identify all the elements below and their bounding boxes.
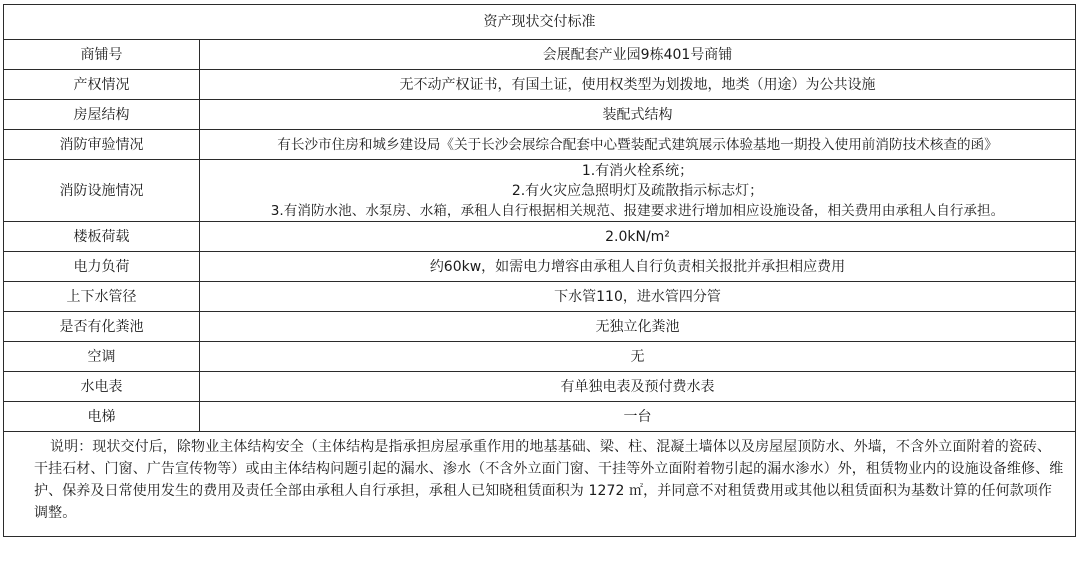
row-label-power-load: 电力负荷 (4, 252, 200, 282)
note-text: 说明：现状交付后，除物业主体结构安全（主体结构是指承担房屋承重作用的地基基础、梁、柱、混凝土墙体以及房屋屋顶防水、外墙，不含外立面附着的瓷砖、干挂石材、门窗、广告宣传物等）或由主体结构问题引起的漏水、渗水（不含外立面门窗、干挂等外立面附着物引起的漏水渗水）外，租赁物业内的设施设备维修、维护、保养及日常使用发生的费用及责任全部由承租人自行承担，承租人已知晓租赁面积为 1272 ㎡，并同意不对租赁费用或其他以租赁面积为基数计算的任何款项作调整。 (4, 432, 1076, 537)
fire-facility-line: 2.有火灾应急照明灯及疏散指示标志灯； (511, 182, 764, 199)
fire-facility-line: 3.有消防水池、水泵房、水箱，承租人自行根据相关规范、报建要求进行增加相应设施设备，相关费用由承租人自行承担。 (270, 202, 1005, 219)
fire-facility-line: 1.有消火栓系统； (581, 162, 694, 179)
row-value-pipe-diameter: 下水管110，进水管四分管 (200, 282, 1076, 312)
row-value-air-conditioning: 无 (200, 342, 1076, 372)
table-title: 资产现状交付标准 (4, 5, 1076, 40)
row-value-shop-number: 会展配套产业园9栋401号商铺 (200, 40, 1076, 70)
delivery-standard-table (3, 4, 1076, 537)
table-row (4, 342, 1076, 372)
row-value-property-rights: 无不动产权证书，有国土证，使用权类型为划拨地，地类（用途）为公共设施 (200, 70, 1076, 100)
row-label-structure: 房屋结构 (4, 100, 200, 130)
table-row (4, 222, 1076, 252)
row-value-floor-load: 2.0kN/m² (200, 222, 1076, 252)
table-row (4, 40, 1076, 70)
table-row (4, 402, 1076, 432)
row-label-elevator: 电梯 (4, 402, 200, 432)
row-value-fire-facilities (200, 160, 1076, 222)
row-label-floor-load: 楼板荷载 (4, 222, 200, 252)
table-row (4, 100, 1076, 130)
row-label-septic-tank: 是否有化粪池 (4, 312, 200, 342)
row-label-meters: 水电表 (4, 372, 200, 402)
table-row (4, 372, 1076, 402)
row-label-pipe-diameter: 上下水管径 (4, 282, 200, 312)
row-value-power-load: 约60kw，如需电力增容由承租人自行负责相关报批并承担相应费用 (200, 252, 1076, 282)
table-title-row (4, 5, 1076, 40)
row-value-meters: 有单独电表及预付费水表 (200, 372, 1076, 402)
table-row (4, 130, 1076, 160)
row-value-elevator: 一台 (200, 402, 1076, 432)
row-label-fire-inspection: 消防审验情况 (4, 130, 200, 160)
row-label-property-rights: 产权情况 (4, 70, 200, 100)
row-label-shop-number: 商铺号 (4, 40, 200, 70)
table-row (4, 70, 1076, 100)
row-value-septic-tank: 无独立化粪池 (200, 312, 1076, 342)
row-value-structure: 装配式结构 (200, 100, 1076, 130)
table-row (4, 252, 1076, 282)
table-row (4, 282, 1076, 312)
row-label-air-conditioning: 空调 (4, 342, 200, 372)
row-value-fire-inspection: 有长沙市住房和城乡建设局《关于长沙会展综合配套中心暨装配式建筑展示体验基地一期投入使用前消防技术核查的函》 (200, 130, 1076, 160)
note-row (4, 432, 1076, 537)
row-label-fire-facilities: 消防设施情况 (4, 160, 200, 222)
table-row (4, 160, 1076, 222)
table-row (4, 312, 1076, 342)
